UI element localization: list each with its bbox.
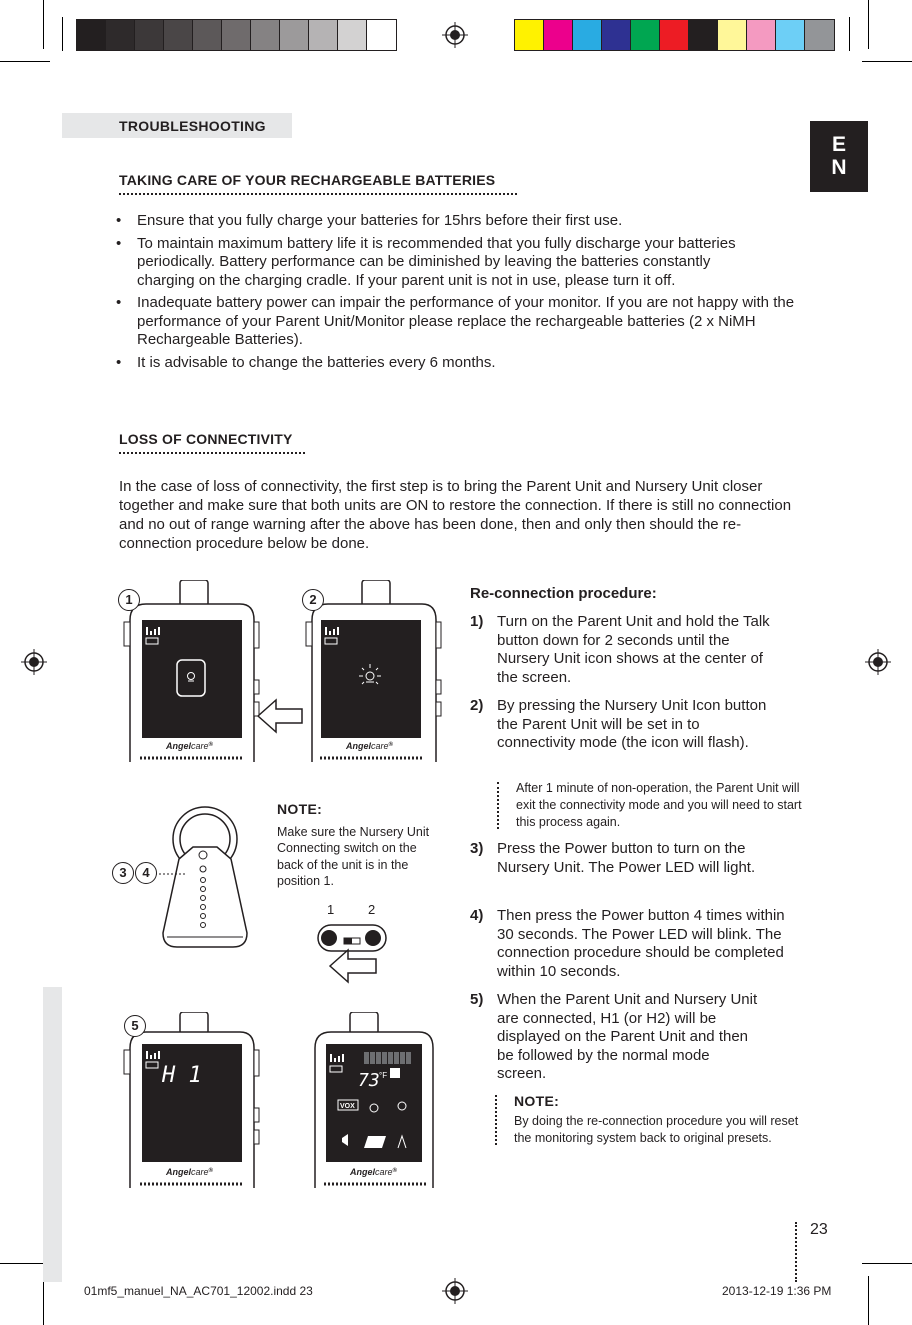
section-tab xyxy=(62,113,292,138)
figure-label-3: 3 xyxy=(112,862,134,884)
procedure-step xyxy=(470,991,800,1084)
list-item: • Inadequate battery power can impair the performance of your monitor. If you are not happy with the performance of your Parent Unit/Monitor please replace the rechargeable batteries (2 x NiMH Rechargeable Batteries). xyxy=(116,294,797,350)
page-number: 23 xyxy=(810,1221,828,1238)
connect-switch-figure xyxy=(316,921,388,985)
battery-tips-list xyxy=(116,212,796,376)
color-swatch xyxy=(309,20,338,50)
heading-underline xyxy=(119,452,305,454)
color-swatch xyxy=(135,20,164,50)
color-swatch xyxy=(222,20,251,50)
step-text: Press the Power button to turn on the Nursery Unit. The Power LED will light. xyxy=(497,840,756,876)
page-number-divider xyxy=(795,1222,797,1282)
step-2-note xyxy=(497,780,806,831)
color-swatch xyxy=(660,20,689,50)
language-tab xyxy=(810,121,868,192)
procedure-step xyxy=(470,613,800,687)
note-title: NOTE: xyxy=(514,1093,560,1109)
figure-label-2: 2 xyxy=(302,589,324,611)
figure-label-1: 1 xyxy=(118,589,140,611)
step-number: 3) xyxy=(470,840,484,857)
color-swatch xyxy=(573,20,602,50)
note-text: Make sure the Nursery Unit Connecting switch on the back of the unit is in the position 1. xyxy=(277,824,430,888)
language-letter: E xyxy=(831,133,846,156)
step-text: When the Parent Unit and Nursery Unit are connected, H1 (or H2) will be displayed on the Parent Unit and then be followed by the normal mode screen. xyxy=(497,991,758,1082)
note-divider xyxy=(495,1095,497,1145)
color-swatch xyxy=(515,20,544,50)
connectivity-intro: In the case of loss of connectivity, the first step is to bring the Parent Unit and Nursery Unit closer together and make sure that both units are ON to restore the connection. If there is still no connection and no out of range warning after the above has been done, then and only then should the re-connection procedure below be done. xyxy=(119,478,792,552)
color-swatch xyxy=(77,20,106,50)
note-text: After 1 minute of non-operation, the Parent Unit will exit the connectivity mode and you will need to start this process again. xyxy=(516,781,802,829)
parent-unit-normal-mode-figure xyxy=(302,1012,446,1188)
figure-label-5: 5 xyxy=(124,1015,146,1037)
procedure-title: Re-connection procedure: xyxy=(470,585,657,602)
svg-text:Angelcare®: Angelcare® xyxy=(166,741,213,751)
heading-underline xyxy=(119,193,517,195)
footer-filename: 01mf5_manuel_NA_AC701_12002.indd 23 xyxy=(84,1284,313,1298)
switch-note xyxy=(277,801,437,890)
final-note xyxy=(495,1093,799,1147)
note-divider xyxy=(497,782,499,829)
gray-color-bar xyxy=(76,19,397,51)
step-number: 4) xyxy=(470,907,484,924)
step-text: Then press the Power button 4 times within 30 seconds. The Power LED will blink. The connection procedure should be completed within 10 seconds. xyxy=(497,907,785,980)
color-swatch xyxy=(251,20,280,50)
svg-text:H 1: H 1 xyxy=(162,1063,202,1088)
registration-mark-icon xyxy=(442,22,468,48)
switch-label-2: 2 xyxy=(368,902,376,917)
step-number: 1) xyxy=(470,613,484,630)
procedure-step xyxy=(470,907,800,981)
color-swatch xyxy=(805,20,834,50)
color-swatch xyxy=(544,20,573,50)
color-swatch xyxy=(367,20,396,50)
footer-timestamp: 2013-12-19 1:36 PM xyxy=(722,1284,832,1298)
side-bar xyxy=(43,987,62,1282)
procedure-step xyxy=(470,697,800,753)
list-item: • To maintain maximum battery life it is recommended that you fully discharge your batteries periodically. Battery performance can be diminished by leaving the batteries constantly charging on the charging cradle. If your parent unit is not in use, please turn it off. xyxy=(116,235,737,291)
parent-unit-figure-5 xyxy=(116,1012,260,1188)
svg-text:°F: °F xyxy=(379,1071,388,1080)
color-swatch xyxy=(338,20,367,50)
nursery-unit-figure xyxy=(155,803,255,951)
section-title: TROUBLESHOOTING xyxy=(119,118,266,134)
registration-mark-icon xyxy=(21,649,47,675)
color-swatch xyxy=(689,20,718,50)
connectivity-heading: LOSS OF CONNECTIVITY xyxy=(119,431,293,447)
svg-text:Angelcare®: Angelcare® xyxy=(350,1167,397,1177)
note-text: By doing the re-connection procedure you will reset the monitoring system back to original presets. xyxy=(514,1114,799,1145)
figure-label-4: 4 xyxy=(135,862,157,884)
color-swatch xyxy=(631,20,660,50)
color-swatch xyxy=(164,20,193,50)
svg-text:73: 73 xyxy=(358,1070,380,1091)
svg-text:Angelcare®: Angelcare® xyxy=(346,741,393,751)
color-swatch xyxy=(106,20,135,50)
arrow-left-icon xyxy=(256,697,304,735)
batteries-heading: TAKING CARE OF YOUR RECHARGEABLE BATTERIES xyxy=(119,172,496,188)
color-swatch xyxy=(280,20,309,50)
color-swatch xyxy=(747,20,776,50)
note-title: NOTE: xyxy=(277,801,323,817)
color-swatch xyxy=(776,20,805,50)
registration-mark-icon xyxy=(865,649,891,675)
list-item: • It is advisable to change the batteries every 6 months. xyxy=(116,354,796,373)
color-swatch xyxy=(718,20,747,50)
svg-text:VOX: VOX xyxy=(340,1103,355,1110)
switch-label-1: 1 xyxy=(327,902,335,917)
color-swatch xyxy=(602,20,631,50)
step-text: Turn on the Parent Unit and hold the Talk button down for 2 seconds until the Nursery Unit icon shows at the center of the screen. xyxy=(497,613,770,686)
color-swatch xyxy=(193,20,222,50)
language-letter: N xyxy=(831,156,847,179)
registration-mark-icon xyxy=(442,1278,468,1304)
step-number: 2) xyxy=(470,697,484,714)
parent-unit-figure-1 xyxy=(116,580,260,762)
procedure-step xyxy=(470,840,800,877)
step-number: 5) xyxy=(470,991,484,1008)
svg-text:Angelcare®: Angelcare® xyxy=(166,1167,213,1177)
step-text: By pressing the Nursery Unit Icon button the Parent Unit will be set in to connectivity mode (the icon will flash). xyxy=(497,697,767,751)
list-item: • Ensure that you fully charge your batteries for 15hrs before their first use. xyxy=(116,212,796,231)
process-color-bar xyxy=(514,19,835,51)
